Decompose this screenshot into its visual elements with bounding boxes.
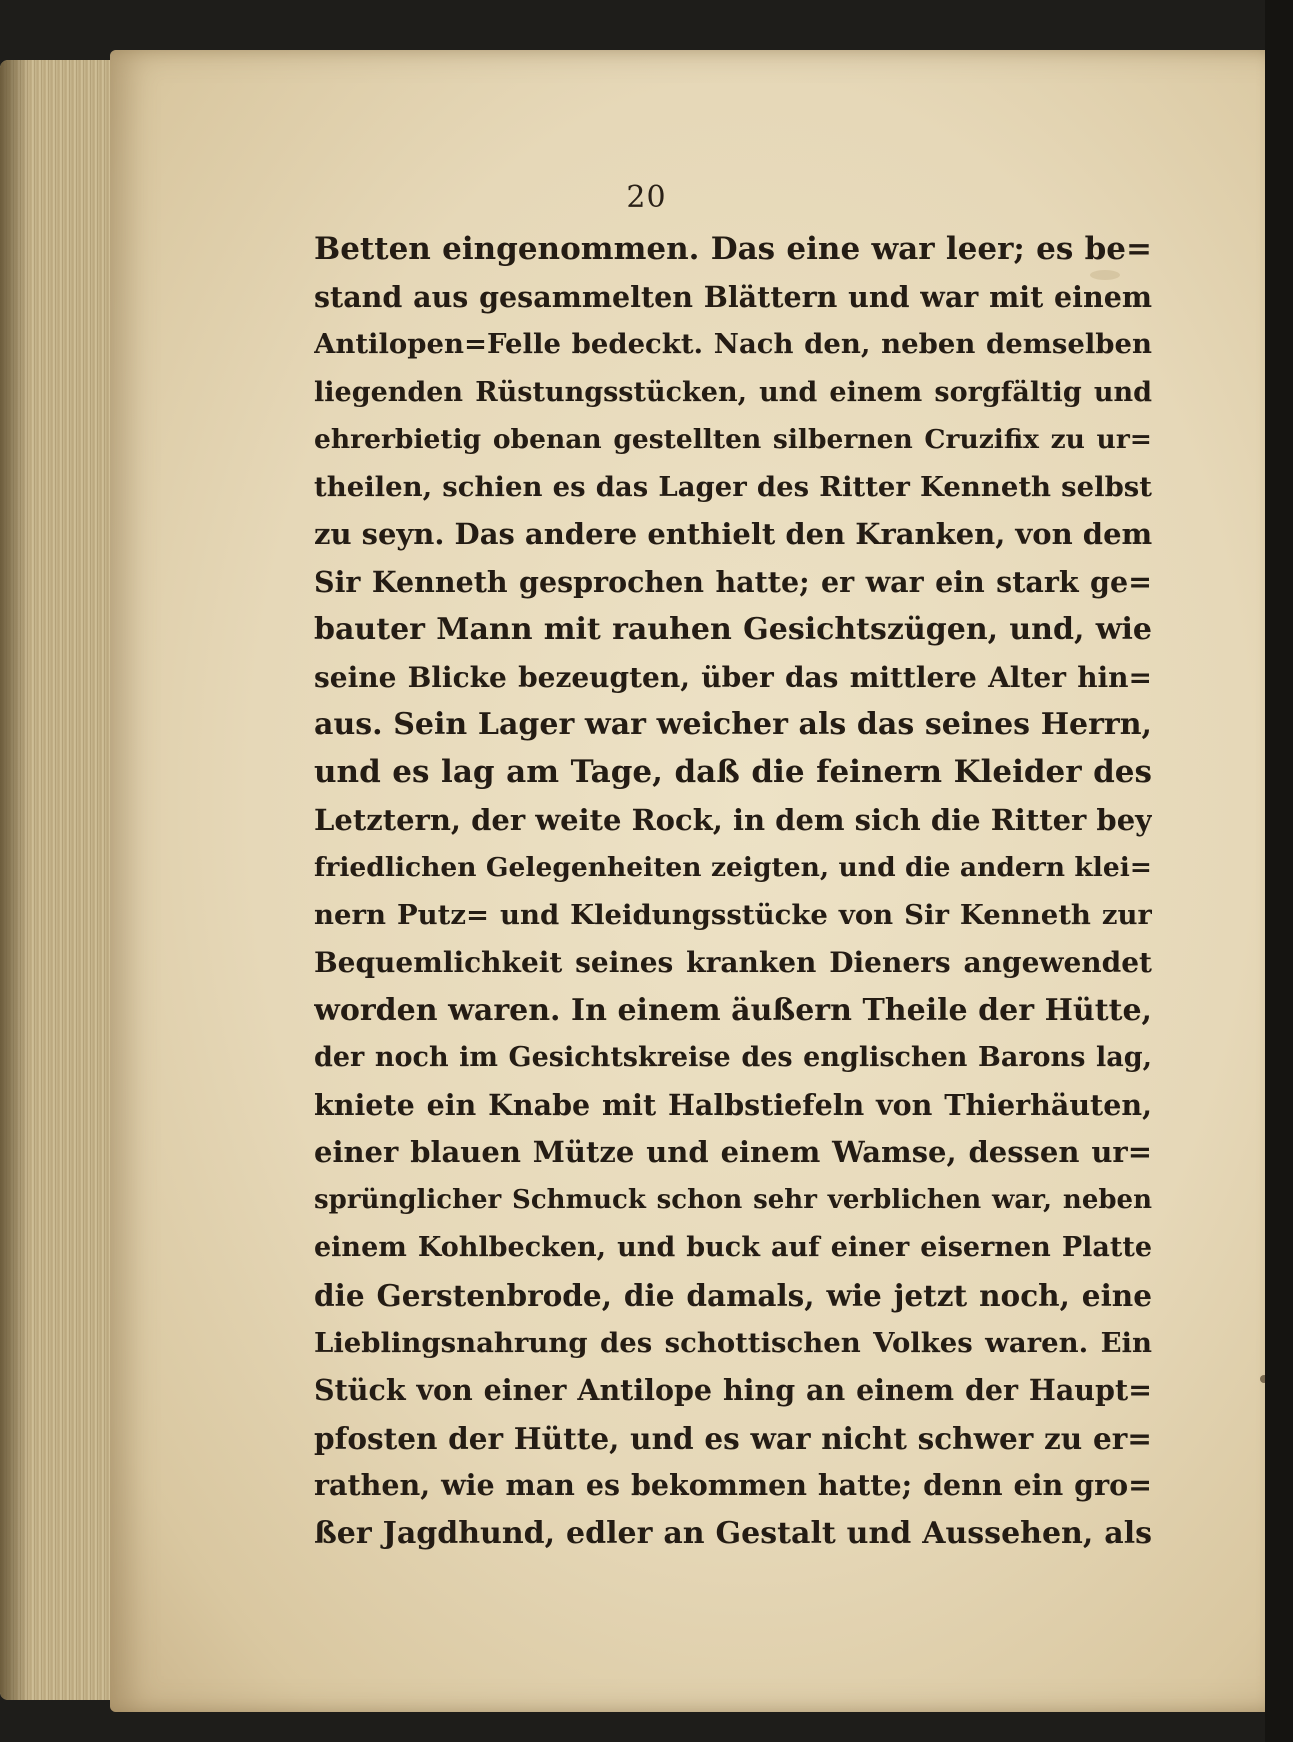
text-line: und es lag am Tage, daß die feinern Kleider des <box>314 754 1152 791</box>
page-edges-shadow <box>0 60 30 1700</box>
text-line: Antilopen=Felle bedeckt. Nach den, neben demselben <box>314 328 1152 361</box>
text-line: die Gerstenbrode, die damals, wie jetzt noch, eine <box>314 1278 1152 1314</box>
text-line: Lieblingsnahrung des schottischen Volkes waren. Ein <box>314 1326 1152 1359</box>
text-line: rathen, wie man es bekommen hatte; denn ein gro= <box>314 1468 1152 1503</box>
text-line: Sir Kenneth gesprochen hatte; er war ein stark ge= <box>314 564 1152 599</box>
text-line: seine Blicke bezeugten, über das mittlere Alter hin= <box>314 660 1152 694</box>
text-line: kniete ein Knabe mit Halbstiefeln von Thierhäuten, <box>314 1087 1152 1122</box>
text-line: liegenden Rüstungsstücken, und einem sorgfältig und <box>314 376 1152 408</box>
page-number: 20 <box>626 180 667 215</box>
text-line: Letztern, der weite Rock, in dem sich die Ritter bey <box>314 802 1152 837</box>
text-line: der noch im Gesichtskreise des englischen Barons lag, <box>314 1042 1152 1074</box>
text-line: aus. Sein Lager war weicher als das seines Herrn, <box>314 707 1152 743</box>
text-line: theilen, schien es das Lager des Ritter Kenneth selbst <box>314 470 1152 503</box>
text-line: Betten eingenommen. Das eine war leer; es be= <box>314 231 1152 267</box>
text-line: pfosten der Hütte, und es war nicht schwer zu er= <box>314 1420 1152 1456</box>
text-line: einer blauen Mütze und einem Wamse, dessen ur= <box>314 1135 1152 1170</box>
text-line: friedlichen Gelegenheiten zeigten, und die andern klei= <box>314 852 1152 884</box>
scan-border-right <box>1265 0 1293 1742</box>
text-line: zu seyn. Das andere enthielt den Kranken, von dem <box>314 517 1152 552</box>
text-line: Stück von einer Antilope hing an einem der Haupt= <box>314 1373 1152 1408</box>
text-line: sprünglicher Schmuck schon sehr verblichen war, neben <box>314 1184 1152 1215</box>
body-text <box>314 226 1152 1557</box>
text-line: worden waren. In einem äußern Theile der Hütte, <box>314 992 1152 1028</box>
text-line: ehrerbietig obenan gestellten silbernen Cruzifix zu ur= <box>314 424 1152 456</box>
text-line: ßer Jagdhund, edler an Gestalt und Aussehen, als <box>314 1515 1152 1551</box>
text-line: Bequemlichkeit seines kranken Dieners angewendet <box>314 946 1152 980</box>
text-line: einem Kohlbecken, und buck auf einer eisernen Platte <box>314 1232 1152 1264</box>
text-line: stand aus gesammelten Blättern und war mit einem <box>314 279 1152 314</box>
text-line: bauter Mann mit rauhen Gesichtszügen, und, wie <box>314 612 1152 648</box>
text-line: nern Putz= und Kleidungsstücke von Sir Kenneth zur <box>314 898 1152 931</box>
